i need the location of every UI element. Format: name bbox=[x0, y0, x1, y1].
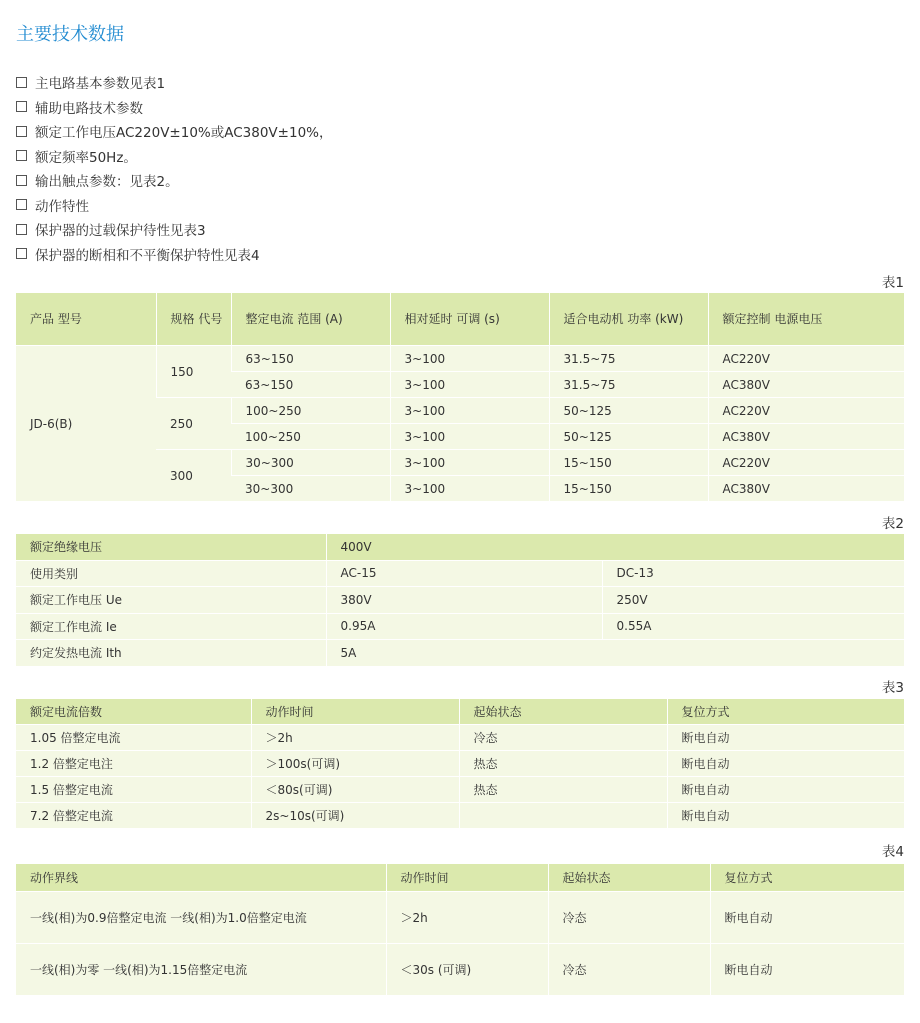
table-cell: ＞100s(可调) bbox=[251, 751, 459, 777]
table4-header-cell: 起始状态 bbox=[548, 864, 710, 892]
table-cell: 冷态 bbox=[548, 944, 710, 996]
checkbox-icon bbox=[16, 101, 27, 112]
table-cell: 250V bbox=[602, 587, 904, 614]
table-cell: 100~250 bbox=[231, 398, 390, 424]
bullet-item bbox=[16, 70, 333, 95]
table4-label: 表4 bbox=[881, 844, 904, 860]
table-cell: 63~150 bbox=[231, 372, 390, 398]
table3-header-cell: 动作时间 bbox=[251, 699, 459, 725]
bullet-text: 辅助电路技术参数 bbox=[35, 100, 143, 117]
table1-header-row bbox=[16, 293, 904, 346]
table1-header-cell: 额定控制 电源电压 bbox=[708, 293, 904, 346]
table-cell: 2s~10s(可调) bbox=[251, 803, 459, 829]
table-cell: 380V bbox=[326, 587, 602, 614]
table-cell: 1.05 倍整定电流 bbox=[16, 725, 251, 751]
checkbox-icon bbox=[16, 77, 27, 88]
table1-label: 表1 bbox=[881, 275, 904, 291]
table1-code-cell: 250 bbox=[156, 398, 231, 450]
table1-header-cell: 相对延时 可调 (s) bbox=[390, 293, 549, 346]
table3 bbox=[16, 699, 904, 828]
bullet-text: 保护器的过载保护待性见表3 bbox=[35, 223, 206, 240]
table3-header-cell: 复位方式 bbox=[667, 699, 904, 725]
bullet-item bbox=[16, 193, 333, 218]
table-cell: 400V bbox=[326, 534, 904, 560]
table-cell: 冷态 bbox=[548, 892, 710, 944]
table-cell: AC380V bbox=[708, 424, 904, 450]
table-cell: 3~100 bbox=[390, 346, 549, 372]
table-row bbox=[16, 725, 904, 751]
table-cell: 一线(相)为零 一线(相)为1.15倍整定电流 bbox=[16, 944, 386, 996]
table-cell bbox=[459, 803, 667, 829]
table2-label: 表2 bbox=[881, 516, 904, 532]
table-cell: ＜30s (可调) bbox=[386, 944, 548, 996]
table1-header-cell: 产品 型号 bbox=[16, 293, 156, 346]
bullet-item bbox=[16, 217, 333, 242]
table-cell: 31.5~75 bbox=[549, 372, 708, 398]
table-cell: 15~150 bbox=[549, 450, 708, 476]
table1-code-cell: 150 bbox=[156, 346, 231, 398]
bullet-text: 输出触点参数：见表2。 bbox=[35, 174, 179, 191]
table-cell: 额定工作电压 Ue bbox=[16, 587, 326, 614]
table-cell: 3~100 bbox=[390, 372, 549, 398]
table-cell: 0.55A bbox=[602, 613, 904, 640]
table-row bbox=[16, 587, 904, 614]
table-cell: 63~150 bbox=[231, 346, 390, 372]
table-row bbox=[16, 803, 904, 829]
table-cell: 断电自动 bbox=[667, 725, 904, 751]
table-cell: DC-13 bbox=[602, 560, 904, 587]
table1-header-cell: 整定电流 范围 (A) bbox=[231, 293, 390, 346]
table4 bbox=[16, 864, 904, 995]
table3-header-cell: 起始状态 bbox=[459, 699, 667, 725]
table1-model-cell: JD-6(B) bbox=[16, 346, 156, 502]
table-cell: 断电自动 bbox=[710, 944, 904, 996]
table-cell: AC-15 bbox=[326, 560, 602, 587]
table4-header-cell: 复位方式 bbox=[710, 864, 904, 892]
table-cell: AC220V bbox=[708, 450, 904, 476]
table-row bbox=[16, 944, 904, 996]
table-cell: 1.2 倍整定电注 bbox=[16, 751, 251, 777]
table-cell: 30~300 bbox=[231, 476, 390, 502]
bullet-item bbox=[16, 119, 333, 144]
table-cell: 热态 bbox=[459, 777, 667, 803]
table4-header-cell: 动作界线 bbox=[16, 864, 386, 892]
table-cell: 7.2 倍整定电流 bbox=[16, 803, 251, 829]
table-row bbox=[16, 777, 904, 803]
bullet-item bbox=[16, 168, 333, 193]
table1 bbox=[16, 293, 904, 501]
table-cell: ＞2h bbox=[251, 725, 459, 751]
table-cell: 热态 bbox=[459, 751, 667, 777]
table-cell: 31.5~75 bbox=[549, 346, 708, 372]
bullet-item bbox=[16, 144, 333, 169]
bullet-item bbox=[16, 95, 333, 120]
table-cell: ＞2h bbox=[386, 892, 548, 944]
checkbox-icon bbox=[16, 248, 27, 259]
table-cell: 断电自动 bbox=[710, 892, 904, 944]
bullet-text: 额定频率50Hz。 bbox=[35, 149, 137, 166]
table-cell: 使用类别 bbox=[16, 560, 326, 587]
table-row bbox=[16, 613, 904, 640]
table-cell: ＜80s(可调) bbox=[251, 777, 459, 803]
bullet-list bbox=[16, 70, 333, 266]
bullet-item bbox=[16, 242, 333, 267]
table-cell: 5A bbox=[326, 640, 904, 666]
table-cell: 3~100 bbox=[390, 476, 549, 502]
bullet-text: 动作特性 bbox=[35, 198, 89, 215]
table1-header-cell: 规格 代号 bbox=[156, 293, 231, 346]
table3-label: 表3 bbox=[881, 680, 904, 696]
table-cell: 50~125 bbox=[549, 398, 708, 424]
table-cell: AC380V bbox=[708, 372, 904, 398]
bullet-text: 额定工作电压AC220V±10%或AC380V±10%， bbox=[35, 125, 333, 142]
table-cell: AC380V bbox=[708, 476, 904, 502]
table-cell: 断电自动 bbox=[667, 803, 904, 829]
table-cell: 30~300 bbox=[231, 450, 390, 476]
table-row bbox=[16, 892, 904, 944]
table-cell: AC220V bbox=[708, 398, 904, 424]
table-cell: 0.95A bbox=[326, 613, 602, 640]
table-cell: 断电自动 bbox=[667, 777, 904, 803]
table1-header-cell: 适合电动机 功率 (kW) bbox=[549, 293, 708, 346]
table-cell: 15~150 bbox=[549, 476, 708, 502]
table-cell: 3~100 bbox=[390, 398, 549, 424]
checkbox-icon bbox=[16, 224, 27, 235]
table4-header-cell: 动作时间 bbox=[386, 864, 548, 892]
table-cell: 100~250 bbox=[231, 424, 390, 450]
table-cell: 一线(相)为0.9倍整定电流 一线(相)为1.0倍整定电流 bbox=[16, 892, 386, 944]
table-cell: 50~125 bbox=[549, 424, 708, 450]
checkbox-icon bbox=[16, 150, 27, 161]
table4-header-row bbox=[16, 864, 904, 892]
bullet-text: 主电路基本参数见表1 bbox=[35, 76, 166, 93]
page-title: 主要技术数据 bbox=[16, 24, 124, 45]
table-cell: 额定绝缘电压 bbox=[16, 534, 326, 560]
table-row bbox=[16, 346, 904, 372]
table3-header-row bbox=[16, 699, 904, 725]
table3-header-cell: 额定电流倍数 bbox=[16, 699, 251, 725]
table-cell: 3~100 bbox=[390, 424, 549, 450]
table-cell: 断电自动 bbox=[667, 751, 904, 777]
checkbox-icon bbox=[16, 175, 27, 186]
table-row bbox=[16, 534, 904, 560]
table-row bbox=[16, 751, 904, 777]
table2 bbox=[16, 534, 904, 666]
table-cell: AC220V bbox=[708, 346, 904, 372]
checkbox-icon bbox=[16, 126, 27, 137]
table1-code-cell: 300 bbox=[156, 450, 231, 502]
table-cell: 冷态 bbox=[459, 725, 667, 751]
table-row bbox=[16, 640, 904, 666]
table-cell: 额定工作电流 Ie bbox=[16, 613, 326, 640]
table-cell: 约定发热电流 Ith bbox=[16, 640, 326, 666]
table-cell: 1.5 倍整定电流 bbox=[16, 777, 251, 803]
bullet-text: 保护器的断相和不平衡保护特性见表4 bbox=[35, 247, 260, 264]
checkbox-icon bbox=[16, 199, 27, 210]
table-row bbox=[16, 560, 904, 587]
table-cell: 3~100 bbox=[390, 450, 549, 476]
